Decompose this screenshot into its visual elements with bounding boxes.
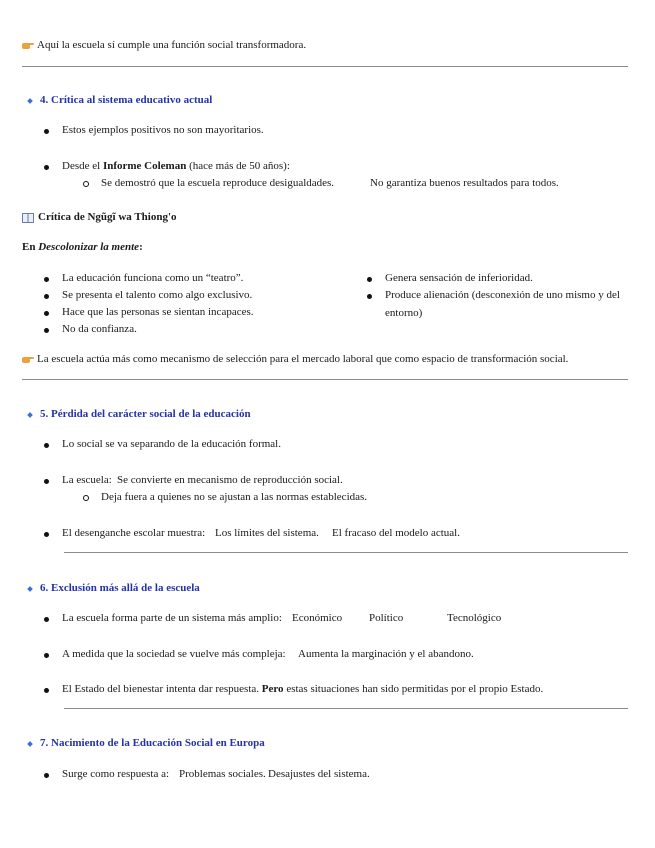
pointing-hand-icon [22, 354, 34, 364]
section-diamond-icon [27, 586, 33, 592]
bullet [44, 653, 49, 658]
list-item-value: El fracaso del modelo actual. [332, 527, 460, 539]
list-item: Estos ejemplos positivos no son mayoritarios. [62, 124, 264, 136]
ngugi-intro: En Descolonizar la mente: [22, 241, 143, 253]
divider [22, 66, 628, 67]
bullet [44, 294, 49, 299]
bullet [367, 294, 372, 299]
bullet [44, 311, 49, 316]
bullet [44, 165, 49, 170]
sub-bullet [83, 181, 89, 187]
sub-bullet [83, 495, 89, 501]
bullet [367, 277, 372, 282]
list-item: Se presenta el talento como algo exclusivo. [62, 289, 253, 301]
bullet [44, 328, 49, 333]
list-item-value: Desajustes del sistema. [268, 768, 370, 780]
list-item: El desenganche escolar muestra: [62, 527, 206, 539]
list-item: La escuela: [62, 474, 112, 486]
list-item: Hace que las personas se sientan incapaces. [62, 306, 254, 318]
section-diamond-icon [27, 412, 33, 418]
bullet [44, 532, 49, 537]
section-diamond-icon [27, 98, 33, 104]
list-item: La educación funciona como un “teatro”. [62, 272, 244, 284]
list-item-value: Tecnológico [447, 612, 502, 624]
sub-list-item: Deja fuera a quienes no se ajustan a las normas establecidas. [101, 491, 368, 503]
intro-text: Aquí la escuela sí cumple una función social transformadora. [37, 39, 307, 51]
section-6-title: 6. Exclusión más allá de la escuela [40, 582, 200, 594]
section-4-title: 4. Crítica al sistema educativo actual [40, 94, 213, 106]
list-item: Desde el Informe Coleman (hace más de 50 años): [62, 160, 290, 172]
bullet [44, 688, 49, 693]
bullet [44, 479, 49, 484]
list-item: Genera sensación de inferioridad. [385, 272, 533, 284]
divider [64, 708, 628, 709]
list-item-value: Económico [292, 612, 343, 624]
list-item-value: Político [369, 612, 404, 624]
list-item-value: Los límites del sistema. [215, 527, 319, 539]
sub-list-item: No garantiza buenos resultados para todos. [370, 177, 559, 189]
list-item: Lo social se va separando de la educación formal. [62, 438, 281, 450]
list-item: El Estado del bienestar intenta dar respuesta. Pero estas situaciones han sido permitidas por el propio Estado. [62, 683, 544, 695]
bullet [44, 443, 49, 448]
list-item: Surge como respuesta a: [62, 768, 170, 780]
conclusion-text: La escuela actúa más como mecanismo de selección para el mercado laboral que como espacio de transformación social. [37, 353, 569, 365]
divider [22, 379, 628, 380]
bullet [44, 773, 49, 778]
bullet [44, 277, 49, 282]
section-5-title: 5. Pérdida del carácter social de la educación [40, 408, 251, 420]
list-item-value: Problemas sociales. [179, 768, 266, 780]
divider [64, 552, 628, 553]
section-diamond-icon [27, 741, 33, 747]
list-item: No da confianza. [62, 323, 137, 335]
bullet [44, 129, 49, 134]
list-item: A medida que la sociedad se vuelve más compleja: [62, 648, 286, 660]
list-item-continuation: entorno) [385, 307, 423, 319]
bullet [44, 617, 49, 622]
ngugi-title: Crítica de Ngũgĩ wa Thiong'o [38, 211, 177, 223]
section-7-title: 7. Nacimiento de la Educación Social en Europa [40, 737, 265, 749]
list-item-value: Aumenta la marginación y el abandono. [298, 648, 474, 660]
book-icon [22, 213, 34, 223]
list-item-value: Se convierte en mecanismo de reproducción social. [117, 474, 343, 486]
list-item: Produce alienación (desconexión de uno mismo y del [385, 289, 620, 301]
pointing-hand-icon [22, 40, 34, 50]
sub-list-item: Se demostró que la escuela reproduce desigualdades. [101, 177, 335, 189]
list-item: La escuela forma parte de un sistema más amplio: [62, 612, 282, 624]
